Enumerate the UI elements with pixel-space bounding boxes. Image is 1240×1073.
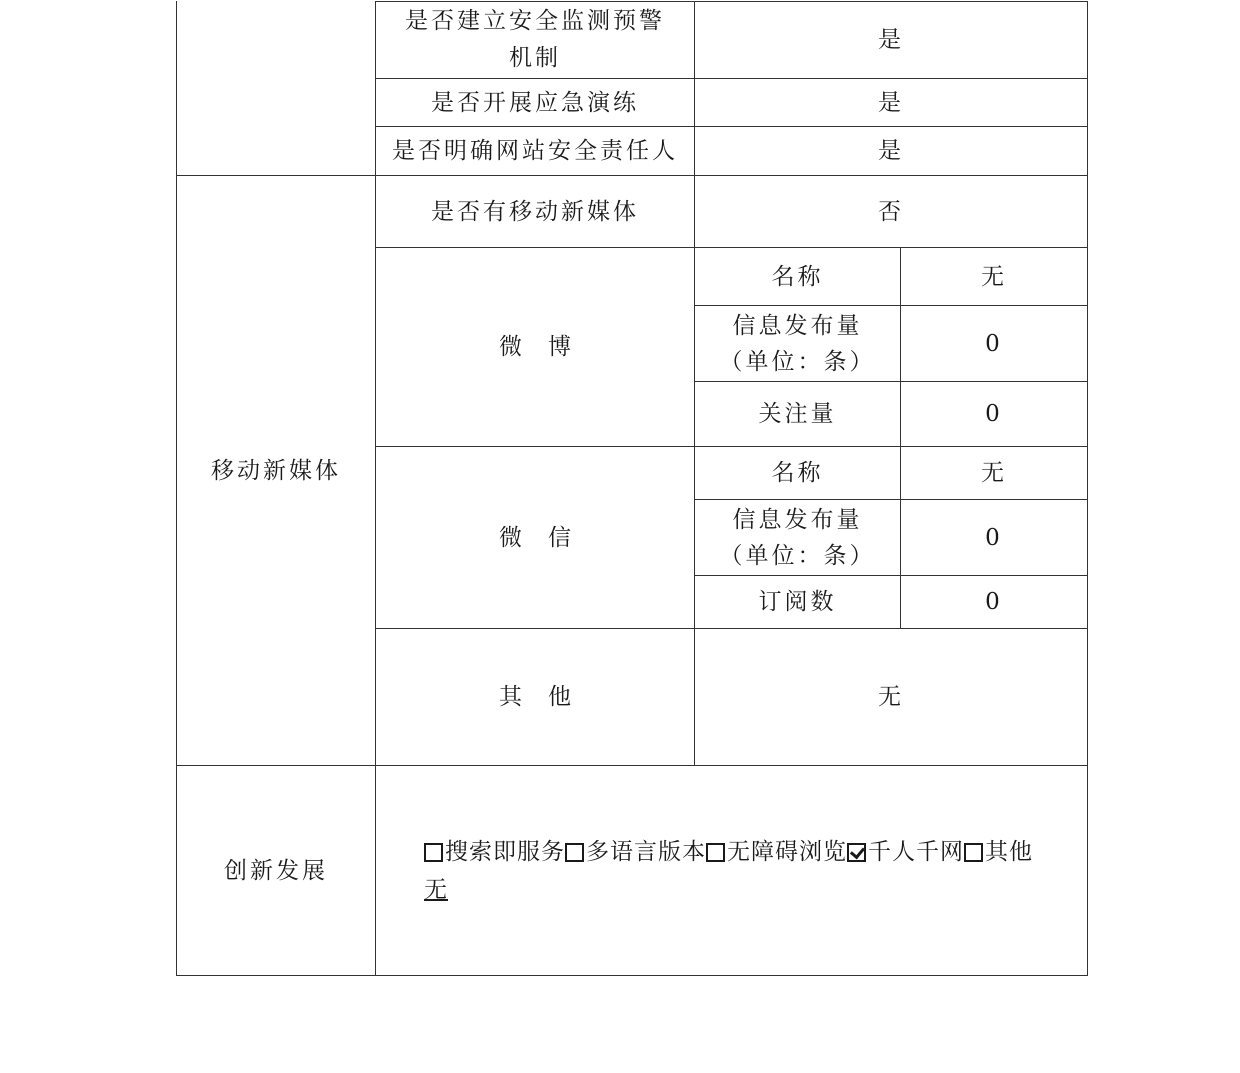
weibo-posts-label — [695, 306, 900, 381]
wechat-posts-label-line2: （单位：条） — [719, 542, 876, 569]
wechat-subscribers-label: 订阅数 — [758, 589, 837, 615]
other-media-label: 其他 — [499, 684, 597, 710]
wechat-label: 微信 — [499, 524, 597, 551]
weibo-name-label: 名称 — [771, 263, 824, 290]
report-table — [176, 1, 1088, 976]
option-other — [964, 839, 1033, 865]
weibo-followers-label: 关注量 — [758, 401, 837, 427]
emergency-drill-label: 是否开展应急演练 — [431, 89, 639, 116]
wechat-subscribers-value: 0 — [985, 589, 1003, 615]
innovation-options — [424, 833, 1084, 909]
monitoring-label-line1: 是否建立安全监测预警 — [405, 8, 665, 34]
monitoring-mechanism-value: 是 — [878, 27, 904, 53]
wechat-posts-value: 0 — [985, 524, 1003, 551]
checkbox-accessible-browsing-icon[interactable] — [706, 843, 725, 862]
emergency-drill-value: 是 — [878, 89, 904, 116]
has-mobile-media-value: 否 — [878, 198, 904, 225]
innovation-other-text: 无 — [424, 877, 448, 903]
wechat-posts-label-line1: 信息发布量 — [732, 506, 863, 533]
has-mobile-media-label: 是否有移动新媒体 — [431, 198, 639, 225]
checkbox-other-icon[interactable] — [964, 843, 983, 862]
wechat-name-value: 无 — [981, 460, 1007, 486]
wechat-name-label: 名称 — [771, 460, 824, 486]
checkbox-checked-icon[interactable] — [847, 843, 866, 862]
other-media-value: 无 — [878, 684, 904, 710]
security-owner-value: 是 — [878, 138, 904, 164]
checkbox-search-service-icon[interactable] — [424, 843, 443, 862]
option-multilingual — [565, 839, 706, 865]
option-search-service-label: 搜索即服务 — [445, 839, 565, 865]
option-accessible-browsing — [706, 839, 847, 865]
option-multilingual-label: 多语言版本 — [586, 839, 706, 865]
wechat-posts-label — [695, 500, 900, 575]
weibo-posts-value: 0 — [985, 330, 1003, 357]
mobile-media-section-label: 移动新媒体 — [211, 457, 341, 484]
option-personalized-site — [847, 839, 964, 865]
weibo-label: 微博 — [499, 334, 597, 360]
weibo-name-value: 无 — [981, 263, 1007, 290]
option-accessible-browsing-label: 无障碍浏览 — [727, 839, 847, 865]
monitoring-label-line2: 机制 — [509, 45, 561, 71]
option-personalized-site-label: 千人千网 — [868, 839, 964, 865]
checkbox-multilingual-icon[interactable] — [565, 843, 584, 862]
weibo-posts-label-line1: 信息发布量 — [732, 312, 863, 339]
weibo-followers-value: 0 — [985, 401, 1003, 427]
option-other-label: 其他 — [985, 839, 1033, 865]
security-owner-label: 是否明确网站安全责任人 — [392, 138, 678, 164]
weibo-posts-label-line2: （单位：条） — [719, 348, 876, 375]
option-search-service — [424, 839, 565, 865]
innovation-section-label: 创新发展 — [224, 857, 328, 884]
monitoring-mechanism-label — [376, 2, 694, 78]
